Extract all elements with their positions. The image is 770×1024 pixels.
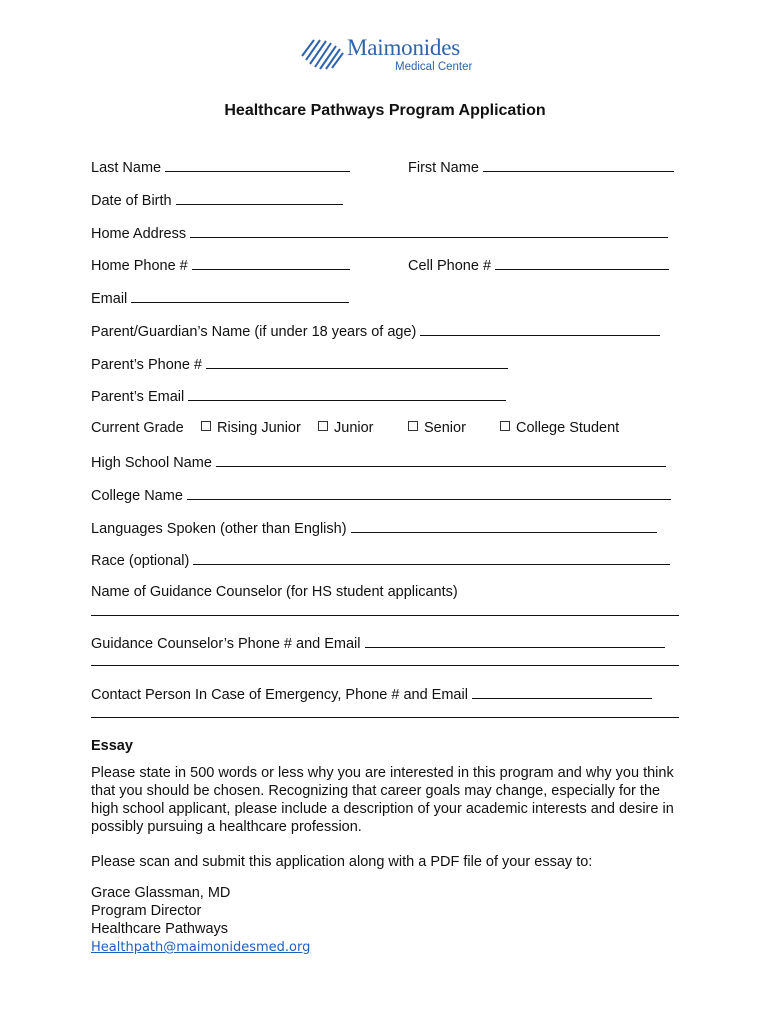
guidance-contact-label: Guidance Counselor’s Phone # and Email	[91, 636, 361, 652]
contact-email-wrapper	[91, 938, 683, 957]
parent-phone-field[interactable]	[206, 354, 508, 369]
checkbox-icon[interactable]	[318, 421, 328, 431]
emergency-field[interactable]	[472, 684, 652, 699]
home-address-label: Home Address	[91, 226, 187, 242]
languages-row	[91, 518, 657, 538]
parent-email-label: Parent’s Email	[91, 389, 185, 405]
college-field[interactable]	[187, 485, 671, 500]
high-school-field[interactable]	[216, 452, 666, 467]
home-phone-field[interactable]	[192, 255, 350, 270]
parent-name-field[interactable]	[420, 321, 660, 336]
first-name-field[interactable]	[483, 157, 674, 172]
contact-program: Healthcare Pathways	[91, 921, 229, 937]
current-grade-label: Current Grade	[91, 420, 184, 436]
contact-email-link[interactable]: Healthpath@maimonidesmed.org	[91, 940, 311, 955]
grade-option-label: College Student	[516, 420, 620, 436]
emergency-row	[91, 684, 652, 704]
guidance-field[interactable]	[91, 615, 679, 616]
essay-heading: Essay	[91, 738, 133, 754]
grade-option-junior[interactable]	[318, 419, 374, 437]
emergency-label: Contact Person In Case of Emergency, Phone # and Email	[91, 687, 468, 703]
home-phone-row	[91, 255, 350, 275]
cell-phone-row	[408, 255, 669, 275]
cell-phone-label: Cell Phone #	[408, 258, 492, 274]
college-label: College Name	[91, 488, 183, 504]
race-label: Race (optional)	[91, 553, 190, 569]
logo-subtitle: Medical Center	[395, 61, 473, 73]
guidance-contact-field-2[interactable]	[91, 665, 679, 666]
contact-name: Grace Glassman, MD	[91, 885, 231, 901]
dob-field[interactable]	[176, 190, 343, 205]
last-name-label: Last Name	[91, 160, 162, 176]
parent-email-row	[91, 386, 506, 406]
submit-instructions: Please scan and submit this application along with a PDF file of your essay to:	[91, 854, 593, 870]
dob-label: Date of Birth	[91, 193, 172, 209]
cell-phone-field[interactable]	[495, 255, 669, 270]
checkbox-icon[interactable]	[500, 421, 510, 431]
logo-name: Maimonides	[347, 35, 460, 60]
contact-role: Program Director	[91, 903, 202, 919]
guidance-label: Name of Guidance Counselor (for HS student applicants)	[91, 584, 458, 600]
first-name-label: First Name	[408, 160, 479, 176]
race-field[interactable]	[193, 550, 670, 565]
home-address-row	[91, 223, 668, 243]
grade-option-senior[interactable]	[408, 419, 466, 437]
maimonides-logo-mark-icon	[300, 34, 344, 70]
grade-option-label: Senior	[424, 420, 466, 436]
grade-option-label: Junior	[334, 420, 374, 436]
parent-name-label: Parent/Guardian’s Name (if under 18 years of age)	[91, 324, 417, 340]
emergency-field-2[interactable]	[91, 717, 679, 718]
grade-option-college-student[interactable]	[500, 419, 619, 437]
checkbox-icon[interactable]	[201, 421, 211, 431]
race-row	[91, 550, 670, 570]
last-name-field[interactable]	[165, 157, 350, 172]
high-school-row	[91, 452, 666, 472]
high-school-label: High School Name	[91, 455, 212, 471]
grade-option-rising-junior[interactable]	[201, 419, 301, 437]
last-name-row	[91, 157, 350, 177]
languages-field[interactable]	[351, 518, 657, 533]
email-field[interactable]	[131, 288, 349, 303]
checkbox-icon[interactable]	[408, 421, 418, 431]
home-phone-label: Home Phone #	[91, 258, 188, 274]
home-address-field[interactable]	[190, 223, 668, 238]
guidance-contact-row	[91, 633, 665, 653]
dob-row	[91, 190, 343, 210]
grade-option-label: Rising Junior	[217, 420, 301, 436]
page-title: Healthcare Pathways Program Application	[224, 102, 546, 119]
parent-phone-label: Parent’s Phone #	[91, 357, 202, 373]
email-row	[91, 288, 349, 308]
email-label: Email	[91, 291, 128, 307]
first-name-row	[408, 157, 674, 177]
languages-label: Languages Spoken (other than English)	[91, 521, 347, 537]
parent-name-row	[91, 321, 660, 341]
guidance-contact-field[interactable]	[365, 633, 665, 648]
essay-instructions: Please state in 500 words or less why you are interested in this program and why you think that you should be chosen. Recognizing that career goals may change, especially for the high school applicant, please include a description of your academic interests and desire in possibly pursuing a healthcare profession.	[91, 765, 674, 835]
parent-phone-row	[91, 354, 508, 374]
maimonides-logo	[300, 32, 480, 76]
college-row	[91, 485, 671, 505]
parent-email-field[interactable]	[188, 386, 506, 401]
